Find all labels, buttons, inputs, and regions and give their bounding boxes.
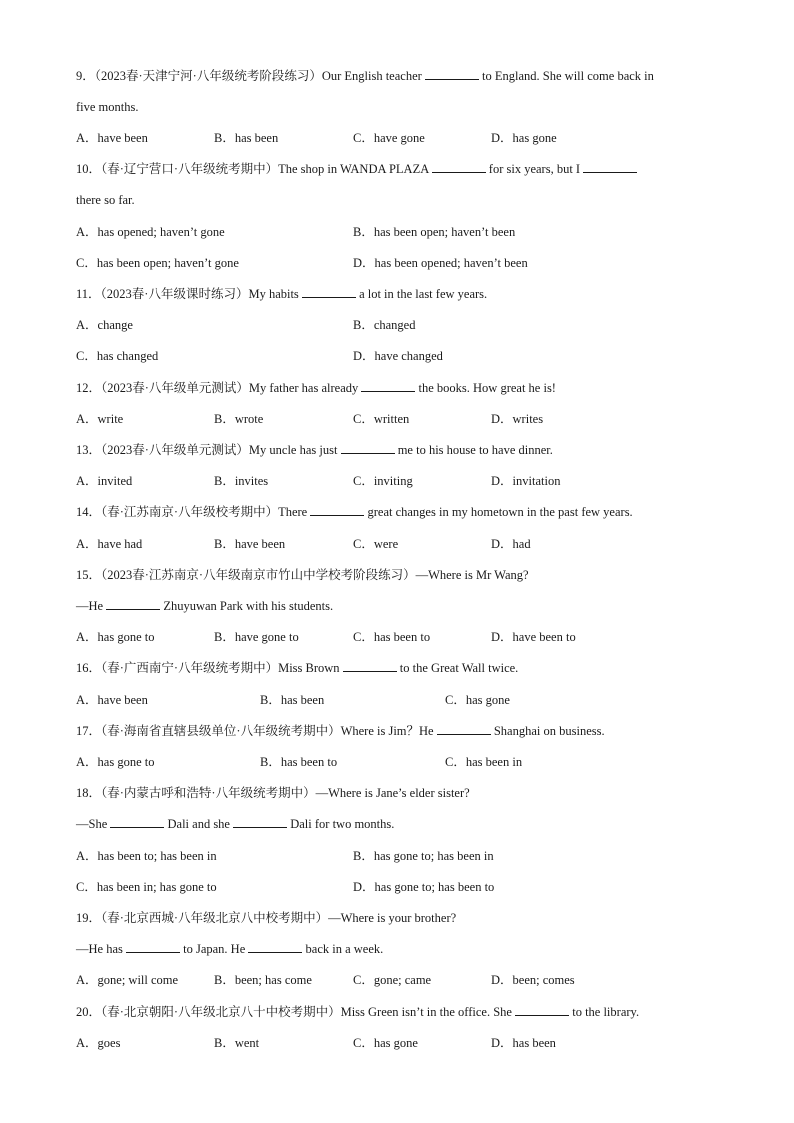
q10-option-a: A．has opened; haven’t gone xyxy=(76,225,225,239)
q18-option-c: C．has been in; has gone to xyxy=(76,880,217,894)
q16-option-c: C．has gone xyxy=(445,693,510,707)
q11-text-a: 11．（2023春·八年级课时练习）My habits xyxy=(76,287,299,301)
q17-option-a: A．has gone to xyxy=(76,755,155,769)
q16-text-a: 16．（春·广西南宁·八年级统考期中）Miss Brown xyxy=(76,661,340,675)
q12-text-a: 12．（2023春·八年级单元测试）My father has already xyxy=(76,381,359,395)
q12-text-b: the books. How great he is! xyxy=(418,381,556,395)
q19-option-a: A．gone; will come xyxy=(76,973,179,987)
question-20-stem xyxy=(76,1004,639,1020)
q18-option-d: D．has gone to; has been to xyxy=(353,880,495,894)
q15-blank xyxy=(106,598,160,610)
q13-text-a: 13．（2023春·八年级单元测试）My uncle has just xyxy=(76,443,338,457)
q16-blank xyxy=(343,660,397,672)
question-13-stem xyxy=(76,442,553,458)
q16-option-a: A．have been xyxy=(76,693,148,707)
q20-text-a: 20．（春·北京朝阳·八年级北京八十中校考期中）Miss Green isn’t in the office. She xyxy=(76,1005,512,1019)
q18-text-a: —She xyxy=(76,817,108,831)
q10-stem-line2: there so far. xyxy=(76,193,135,207)
q13-blank xyxy=(341,442,395,454)
q18-option-b: B．has gone to; has been in xyxy=(353,849,494,863)
q16-option-b: B．has been xyxy=(260,693,325,707)
q10-blank-1 xyxy=(432,161,486,173)
q19-blank-1 xyxy=(126,941,180,953)
q18-blank-1 xyxy=(110,816,164,828)
q19-option-c: C．gone; came xyxy=(353,973,432,987)
q9-text-b: to England. She will come back in xyxy=(482,69,654,83)
question-10-stem xyxy=(76,161,637,177)
q18-stem-line2 xyxy=(76,816,394,832)
q10-blank-2 xyxy=(583,161,637,173)
question-16-stem xyxy=(76,660,518,676)
q9-option-b: B．has been xyxy=(214,131,279,145)
q18-text-c: Dali for two months. xyxy=(290,817,395,831)
q12-option-d: D．writes xyxy=(491,412,544,426)
q11-text-b: a lot in the last few years. xyxy=(359,287,488,301)
q19-option-d: D．been; comes xyxy=(491,973,575,987)
q16-text-b: to the Great Wall twice. xyxy=(399,661,519,675)
q18-text-b: Dali and she xyxy=(167,817,230,831)
q15-stem-line2 xyxy=(76,598,333,614)
q13-text-b: me to his house to have dinner. xyxy=(397,443,553,457)
q15-option-b: B．have gone to xyxy=(214,630,299,644)
q10-text-a: 10．（春·辽宁营口·八年级统考期中）The shop in WANDA PLAZA xyxy=(76,162,429,176)
q20-option-a: A．goes xyxy=(76,1036,121,1050)
q9-option-a: A．have been xyxy=(76,131,148,145)
question-17-stem xyxy=(76,723,605,739)
q19-stem-line2 xyxy=(76,941,383,957)
q20-option-d: D．has been xyxy=(491,1036,556,1050)
q13-option-b: B．invites xyxy=(214,474,269,488)
q18-option-a: A．has been to; has been in xyxy=(76,849,217,863)
q17-text-b: Shanghai on business. xyxy=(493,724,605,738)
question-9-stem xyxy=(76,68,654,84)
q9-stem-line2: five months. xyxy=(76,100,139,114)
q17-text-a: 17．（春·海南省直辖县级单位·八年级统考期中）Where is Jim？He xyxy=(76,724,434,738)
q20-option-b: B．went xyxy=(214,1036,260,1050)
q12-blank xyxy=(361,380,415,392)
q18-blank-2 xyxy=(233,816,287,828)
q10-option-c: C．has been open; haven’t gone xyxy=(76,256,239,270)
q19-option-b: B．been; has come xyxy=(214,973,312,987)
q14-text-b: great changes in my hometown in the past few years. xyxy=(367,505,633,519)
q9-text-a: 9．（2023春·天津宁河·八年级统考阶段练习）Our English teacher xyxy=(76,69,422,83)
q14-option-c: C．were xyxy=(353,537,399,551)
q13-option-c: C．inviting xyxy=(353,474,413,488)
q19-text-a: —He has xyxy=(76,942,123,956)
q17-option-c: C．has been in xyxy=(445,755,523,769)
q19-text-c: back in a week. xyxy=(305,942,384,956)
q13-option-d: D．invitation xyxy=(491,474,561,488)
q20-blank xyxy=(515,1004,569,1016)
q9-blank xyxy=(425,68,479,80)
q9-option-d: D．has gone xyxy=(491,131,557,145)
question-14-stem xyxy=(76,504,633,520)
q11-option-a: A．change xyxy=(76,318,133,332)
q15-option-a: A．has gone to xyxy=(76,630,155,644)
q20-option-c: C．has gone xyxy=(353,1036,418,1050)
q15-option-c: C．has been to xyxy=(353,630,431,644)
q17-option-b: B．has been to xyxy=(260,755,338,769)
q15-text-b: Zhuyuwan Park with his students. xyxy=(163,599,334,613)
q19-blank-2 xyxy=(248,941,302,953)
q14-blank xyxy=(310,504,364,516)
q11-option-d: D．have changed xyxy=(353,349,443,363)
question-11-stem xyxy=(76,286,487,302)
question-15-stem: 15．（2023春·江苏南京·八年级南京市竹山中学校考阶段练习）—Where is Mr Wang? xyxy=(76,568,529,582)
q20-text-b: to the library. xyxy=(572,1005,640,1019)
q12-option-a: A．write xyxy=(76,412,124,426)
q10-text-b: for six years, but I xyxy=(488,162,581,176)
q10-option-b: B．has been open; haven’t been xyxy=(353,225,516,239)
question-19-stem: 19．（春·北京西城·八年级北京八中校考期中）—Where is your brother? xyxy=(76,911,457,925)
q11-option-c: C．has changed xyxy=(76,349,159,363)
q14-option-d: D．had xyxy=(491,537,531,551)
q15-text-a: —He xyxy=(76,599,104,613)
q14-option-b: B．have been xyxy=(214,537,286,551)
q12-option-c: C．written xyxy=(353,412,410,426)
q14-text-a: 14．（春·江苏南京·八年级校考期中）There xyxy=(76,505,308,519)
q11-blank xyxy=(302,286,356,298)
q15-option-d: D．have been to xyxy=(491,630,576,644)
q13-option-a: A．invited xyxy=(76,474,133,488)
question-18-stem: 18．（春·内蒙古呼和浩特·八年级统考期中）—Where is Jane’s elder sister? xyxy=(76,786,470,800)
q11-option-b: B．changed xyxy=(353,318,416,332)
q9-option-c: C．have gone xyxy=(353,131,425,145)
q19-text-b: to Japan. He xyxy=(183,942,246,956)
q17-blank xyxy=(437,723,491,735)
q14-option-a: A．have had xyxy=(76,537,143,551)
question-12-stem xyxy=(76,380,556,396)
q12-option-b: B．wrote xyxy=(214,412,264,426)
q10-option-d: D．has been opened; haven’t been xyxy=(353,256,528,270)
